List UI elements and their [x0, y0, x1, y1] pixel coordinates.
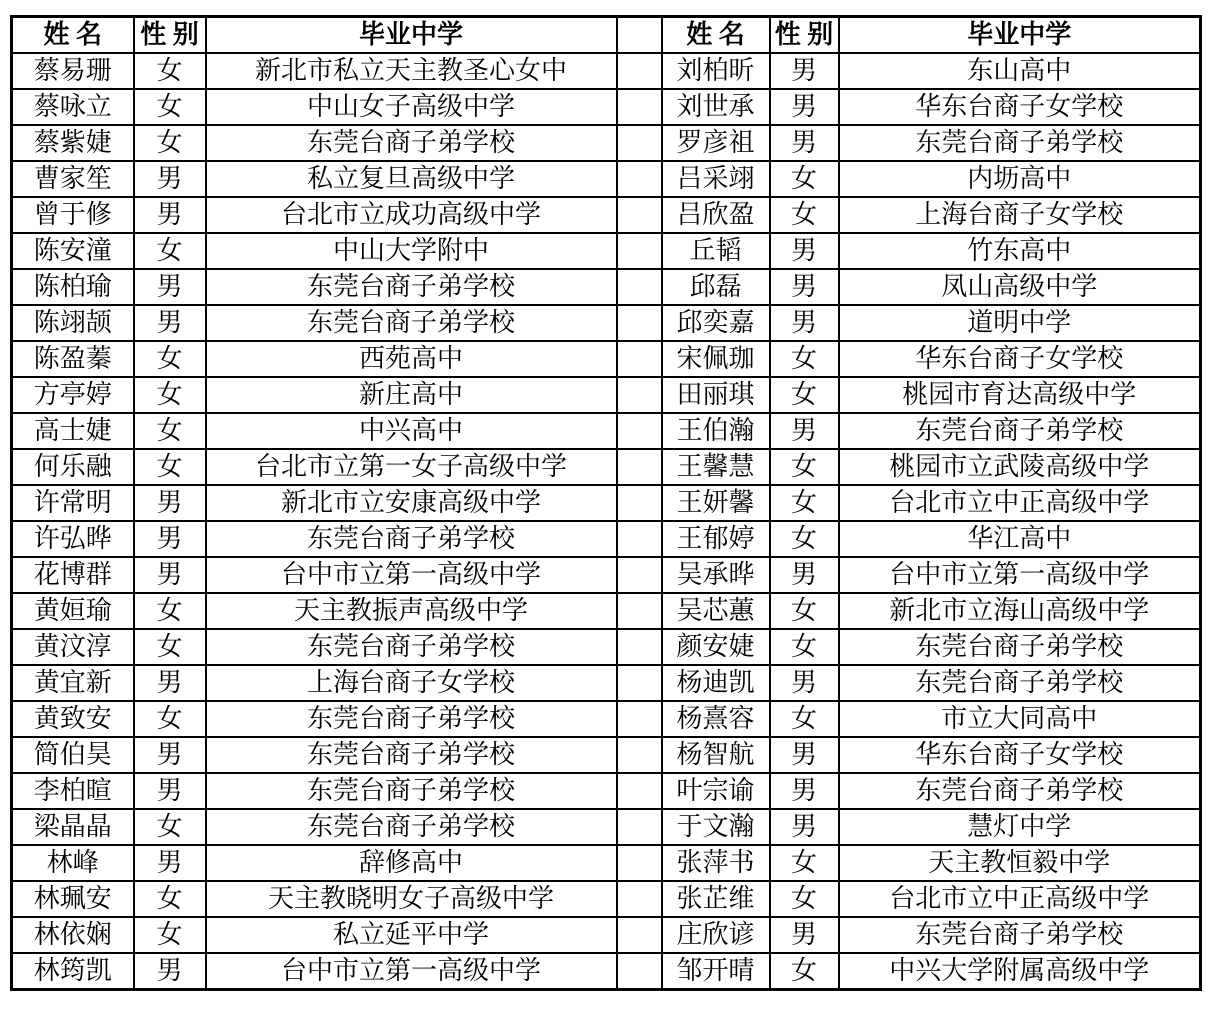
right-gender-cell: 男: [770, 809, 839, 845]
spacer-cell: [617, 197, 662, 233]
left-school-cell: 新庄高中: [206, 377, 617, 413]
left-name-cell: 陈柏瑜: [12, 269, 134, 305]
left-gender-cell: 女: [134, 809, 206, 845]
left-name-cell: 曹家笙: [12, 161, 134, 197]
right-name-cell: 罗彦祖: [662, 125, 770, 161]
left-gender-cell: 男: [134, 521, 206, 557]
right-gender-cell: 女: [770, 485, 839, 521]
left-school-cell: 东莞台商子弟学校: [206, 305, 617, 341]
right-name-cell: 王馨慧: [662, 449, 770, 485]
student-row: [12, 449, 1201, 485]
left-name-cell: 许弘晔: [12, 521, 134, 557]
left-name-cell: 曾于修: [12, 197, 134, 233]
left-gender-cell: 女: [134, 593, 206, 629]
right-school-cell: 东莞台商子弟学校: [839, 773, 1201, 809]
left-name-cell: 林峰: [12, 845, 134, 881]
right-name-cell: 颜安婕: [662, 629, 770, 665]
left-name-cell: 许常明: [12, 485, 134, 521]
right-gender-cell: 男: [770, 773, 839, 809]
left-school-cell: 台北市立成功高级中学: [206, 197, 617, 233]
spacer-cell: [617, 341, 662, 377]
left-gender-cell: 男: [134, 665, 206, 701]
left-school-cell: 中兴高中: [206, 413, 617, 449]
document-page: [0, 15, 1210, 1019]
left-name-cell: 黄姮瑜: [12, 593, 134, 629]
right-gender-cell: 男: [770, 125, 839, 161]
header-row: [12, 17, 1201, 54]
spacer-cell: [617, 125, 662, 161]
right-school-cell: 华东台商子女学校: [839, 737, 1201, 773]
left-school-cell: 东莞台商子弟学校: [206, 809, 617, 845]
left-school-cell: 东莞台商子弟学校: [206, 737, 617, 773]
right-school-cell: 中兴大学附属高级中学: [839, 953, 1201, 990]
student-row: [12, 53, 1201, 89]
left-gender-cell: 女: [134, 89, 206, 125]
left-name-cell: 蔡紫婕: [12, 125, 134, 161]
left-school-cell: 天主教晓明女子高级中学: [206, 881, 617, 917]
right-gender-header: 性 别: [770, 17, 839, 54]
right-school-cell: 华东台商子女学校: [839, 89, 1201, 125]
spacer-cell: [617, 305, 662, 341]
left-name-cell: 黄致安: [12, 701, 134, 737]
student-row: [12, 125, 1201, 161]
student-row: [12, 809, 1201, 845]
student-row: [12, 305, 1201, 341]
student-row: [12, 557, 1201, 593]
right-school-cell: 台北市立中正高级中学: [839, 881, 1201, 917]
left-school-cell: 私立复旦高级中学: [206, 161, 617, 197]
left-gender-cell: 男: [134, 305, 206, 341]
student-row: [12, 413, 1201, 449]
right-name-cell: 丘韬: [662, 233, 770, 269]
right-gender-cell: 女: [770, 341, 839, 377]
student-row: [12, 233, 1201, 269]
right-gender-cell: 男: [770, 53, 839, 89]
spacer-cell: [617, 845, 662, 881]
right-school-cell: 东山高中: [839, 53, 1201, 89]
right-school-cell: 竹东高中: [839, 233, 1201, 269]
student-row: [12, 845, 1201, 881]
spacer-cell: [617, 485, 662, 521]
left-gender-cell: 男: [134, 773, 206, 809]
student-row: [12, 593, 1201, 629]
student-row: [12, 701, 1201, 737]
right-gender-cell: 男: [770, 269, 839, 305]
left-name-cell: 黄宜新: [12, 665, 134, 701]
left-gender-cell: 女: [134, 233, 206, 269]
right-school-cell: 东莞台商子弟学校: [839, 629, 1201, 665]
student-row: [12, 665, 1201, 701]
left-name-header: 姓 名: [12, 17, 134, 54]
right-school-cell: 市立大同高中: [839, 701, 1201, 737]
right-school-cell: 华江高中: [839, 521, 1201, 557]
left-school-cell: 中山大学附中: [206, 233, 617, 269]
right-school-cell: 新北市立海山高级中学: [839, 593, 1201, 629]
student-row: [12, 773, 1201, 809]
left-name-cell: 方亭婷: [12, 377, 134, 413]
right-name-cell: 刘柏昕: [662, 53, 770, 89]
right-school-cell: 东莞台商子弟学校: [839, 413, 1201, 449]
right-gender-cell: 男: [770, 917, 839, 953]
right-school-cell: 台北市立中正高级中学: [839, 485, 1201, 521]
spacer-cell: [617, 953, 662, 990]
left-school-cell: 天主教振声高级中学: [206, 593, 617, 629]
right-school-cell: 台中市立第一高级中学: [839, 557, 1201, 593]
right-name-cell: 吕采翊: [662, 161, 770, 197]
left-gender-cell: 女: [134, 629, 206, 665]
left-name-cell: 蔡咏立: [12, 89, 134, 125]
spacer-cell: [617, 377, 662, 413]
left-name-cell: 陈安潼: [12, 233, 134, 269]
right-gender-cell: 男: [770, 233, 839, 269]
spacer-cell: [617, 629, 662, 665]
spacer-cell: [617, 521, 662, 557]
right-gender-cell: 男: [770, 305, 839, 341]
right-gender-cell: 女: [770, 629, 839, 665]
right-school-header: 毕业中学: [839, 17, 1201, 54]
right-school-cell: 凤山高级中学: [839, 269, 1201, 305]
student-row: [12, 341, 1201, 377]
left-gender-cell: 男: [134, 197, 206, 233]
left-gender-cell: 女: [134, 701, 206, 737]
right-name-cell: 王妍馨: [662, 485, 770, 521]
left-gender-cell: 女: [134, 449, 206, 485]
spacer-cell: [617, 773, 662, 809]
right-gender-cell: 女: [770, 377, 839, 413]
left-gender-cell: 男: [134, 161, 206, 197]
left-name-cell: 陈盈蓁: [12, 341, 134, 377]
left-name-cell: 李柏暄: [12, 773, 134, 809]
left-school-cell: 私立延平中学: [206, 917, 617, 953]
left-name-cell: 花博群: [12, 557, 134, 593]
spacer-cell: [617, 269, 662, 305]
student-row: [12, 881, 1201, 917]
left-gender-cell: 女: [134, 377, 206, 413]
spacer-cell: [617, 413, 662, 449]
spacer-cell: [617, 449, 662, 485]
right-school-cell: 上海台商子女学校: [839, 197, 1201, 233]
right-name-cell: 吴芯蕙: [662, 593, 770, 629]
student-row: [12, 197, 1201, 233]
left-school-cell: 台中市立第一高级中学: [206, 953, 617, 990]
right-name-cell: 宋佩珈: [662, 341, 770, 377]
spacer-cell: [617, 53, 662, 89]
spacer-cell: [617, 17, 662, 54]
student-row: [12, 485, 1201, 521]
left-name-cell: 林珮安: [12, 881, 134, 917]
right-name-cell: 王郁婷: [662, 521, 770, 557]
spacer-cell: [617, 161, 662, 197]
right-name-cell: 庄欣谚: [662, 917, 770, 953]
left-school-cell: 新北市私立天主教圣心女中: [206, 53, 617, 89]
left-name-cell: 梁晶晶: [12, 809, 134, 845]
right-gender-cell: 男: [770, 413, 839, 449]
table-body: [12, 53, 1201, 990]
left-name-cell: 林依娴: [12, 917, 134, 953]
spacer-cell: [617, 737, 662, 773]
left-school-cell: 辞修高中: [206, 845, 617, 881]
spacer-cell: [617, 665, 662, 701]
left-school-cell: 中山女子高级中学: [206, 89, 617, 125]
spacer-cell: [617, 89, 662, 125]
right-gender-cell: 女: [770, 449, 839, 485]
left-gender-cell: 男: [134, 845, 206, 881]
right-gender-cell: 女: [770, 197, 839, 233]
right-name-cell: 杨熹容: [662, 701, 770, 737]
left-gender-cell: 男: [134, 737, 206, 773]
spacer-cell: [617, 233, 662, 269]
left-school-cell: 台北市立第一女子高级中学: [206, 449, 617, 485]
right-name-cell: 田丽琪: [662, 377, 770, 413]
right-name-cell: 于文瀚: [662, 809, 770, 845]
left-gender-cell: 男: [134, 269, 206, 305]
student-row: [12, 917, 1201, 953]
student-row: [12, 377, 1201, 413]
left-school-cell: 西苑高中: [206, 341, 617, 377]
right-gender-cell: 女: [770, 881, 839, 917]
right-gender-cell: 男: [770, 665, 839, 701]
right-school-cell: 华东台商子女学校: [839, 341, 1201, 377]
left-school-cell: 上海台商子女学校: [206, 665, 617, 701]
right-school-cell: 东莞台商子弟学校: [839, 665, 1201, 701]
left-school-cell: 新北市立安康高级中学: [206, 485, 617, 521]
right-school-cell: 东莞台商子弟学校: [839, 125, 1201, 161]
right-name-cell: 邹开晴: [662, 953, 770, 990]
spacer-cell: [617, 557, 662, 593]
left-gender-cell: 女: [134, 413, 206, 449]
right-gender-cell: 女: [770, 953, 839, 990]
left-gender-cell: 女: [134, 881, 206, 917]
left-name-cell: 简伯昊: [12, 737, 134, 773]
right-gender-cell: 男: [770, 737, 839, 773]
left-school-cell: 东莞台商子弟学校: [206, 125, 617, 161]
left-gender-cell: 女: [134, 125, 206, 161]
spacer-cell: [617, 593, 662, 629]
left-name-cell: 高士婕: [12, 413, 134, 449]
student-row: [12, 953, 1201, 990]
left-gender-cell: 女: [134, 341, 206, 377]
right-school-cell: 内坜高中: [839, 161, 1201, 197]
left-school-cell: 东莞台商子弟学校: [206, 269, 617, 305]
student-row: [12, 161, 1201, 197]
left-gender-cell: 男: [134, 485, 206, 521]
right-name-cell: 刘世承: [662, 89, 770, 125]
right-school-cell: 慧灯中学: [839, 809, 1201, 845]
right-name-cell: 王伯瀚: [662, 413, 770, 449]
student-row: [12, 521, 1201, 557]
student-row: [12, 89, 1201, 125]
spacer-cell: [617, 701, 662, 737]
left-gender-cell: 男: [134, 557, 206, 593]
left-school-cell: 东莞台商子弟学校: [206, 521, 617, 557]
left-gender-cell: 女: [134, 53, 206, 89]
right-school-cell: 天主教恒毅中学: [839, 845, 1201, 881]
right-name-cell: 吕欣盈: [662, 197, 770, 233]
left-school-cell: 东莞台商子弟学校: [206, 629, 617, 665]
right-gender-cell: 男: [770, 557, 839, 593]
spacer-cell: [617, 917, 662, 953]
right-gender-cell: 女: [770, 845, 839, 881]
left-name-cell: 陈翊颉: [12, 305, 134, 341]
right-gender-cell: 女: [770, 593, 839, 629]
right-name-cell: 叶宗谕: [662, 773, 770, 809]
right-school-cell: 东莞台商子弟学校: [839, 917, 1201, 953]
student-row: [12, 737, 1201, 773]
left-gender-cell: 男: [134, 953, 206, 990]
right-gender-cell: 女: [770, 521, 839, 557]
left-name-cell: 何乐融: [12, 449, 134, 485]
left-school-cell: 台中市立第一高级中学: [206, 557, 617, 593]
student-row: [12, 269, 1201, 305]
right-name-cell: 邱奕嘉: [662, 305, 770, 341]
right-gender-cell: 女: [770, 701, 839, 737]
right-name-cell: 张芷维: [662, 881, 770, 917]
left-gender-cell: 女: [134, 917, 206, 953]
left-name-cell: 蔡易珊: [12, 53, 134, 89]
left-gender-header: 性 别: [134, 17, 206, 54]
right-name-cell: 邱磊: [662, 269, 770, 305]
right-name-cell: 杨智航: [662, 737, 770, 773]
left-school-cell: 东莞台商子弟学校: [206, 701, 617, 737]
graduates-table: [10, 15, 1202, 991]
left-name-cell: 林筠凯: [12, 953, 134, 990]
right-name-cell: 吴承晔: [662, 557, 770, 593]
right-gender-cell: 女: [770, 161, 839, 197]
right-school-cell: 桃园市育达高级中学: [839, 377, 1201, 413]
left-school-cell: 东莞台商子弟学校: [206, 773, 617, 809]
student-row: [12, 629, 1201, 665]
spacer-cell: [617, 881, 662, 917]
spacer-cell: [617, 809, 662, 845]
right-school-cell: 桃园市立武陵高级中学: [839, 449, 1201, 485]
left-name-cell: 黄汶淳: [12, 629, 134, 665]
right-school-cell: 道明中学: [839, 305, 1201, 341]
right-gender-cell: 男: [770, 89, 839, 125]
right-name-cell: 张萍书: [662, 845, 770, 881]
right-name-header: 姓 名: [662, 17, 770, 54]
right-name-cell: 杨迪凯: [662, 665, 770, 701]
left-school-header: 毕业中学: [206, 17, 617, 54]
